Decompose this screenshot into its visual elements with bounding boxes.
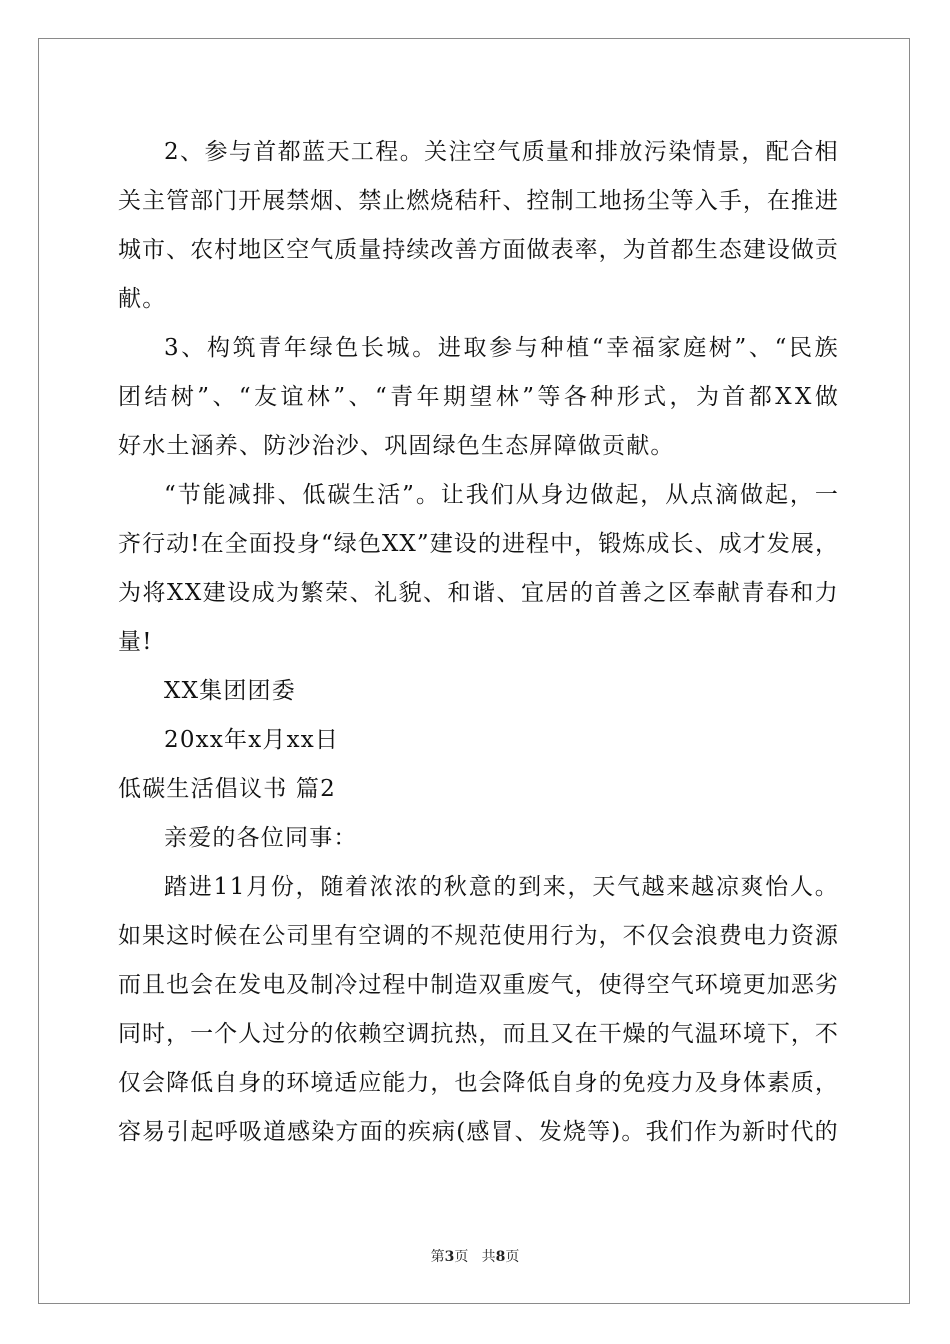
current-page-number: 3 bbox=[444, 1249, 455, 1265]
text-line: 量! bbox=[118, 629, 153, 655]
text-line: 同 时 ， 一 个 人 过 分 的 依 赖 空 调 抗 热 ， 而 且 又 在 干 燥 的 气 温 环 境 下 ， 不 bbox=[118, 1021, 838, 1047]
text-line: 团 结 树 ” 、 “ 友 谊 林 ” 、 “ 青 年 期 望 林 ” 等 各 种 形 式 ， 为 首 都 X X 做 bbox=[118, 384, 838, 410]
page-footer bbox=[0, 1246, 950, 1266]
text-line: 2 、 参 与 首 都 蓝 天 工 程 。 关 注 空 气 质 量 和 排 放 污 染 情 景 ， 配 合 相 bbox=[164, 139, 838, 165]
page-prefix: 第 bbox=[430, 1249, 445, 1265]
text-line: 3 、 构 筑 青 年 绿 色 长 城 。 进 取 参 与 种 植 “ 幸 福 家 庭 树 ” 、 “ 民 族 bbox=[164, 335, 838, 361]
text-line: 好水土涵养、防沙治沙、巩固绿色生态屏障做贡献。 bbox=[118, 433, 675, 459]
text-line: 踏 进 1 1 月 份 ， 随 着 浓 浓 的 秋 意 的 到 来 ， 天 气 越 来 越 凉 爽 怡 人 。 bbox=[164, 874, 838, 900]
text-line: 容 易 引 起 呼 吸 道 感 染 方 面 的 疾 病 ( 感 冒 、 发 烧 等 ) 。 我 们 作 为 新 时 代 的 bbox=[118, 1119, 838, 1145]
text-line: 低碳生活倡议书 篇2 bbox=[118, 776, 336, 802]
text-line: “ 节 能 减 排 、 低 碳 生 活 ” 。 让 我 们 从 身 边 做 起 ， 从 点 滴 做 起 ， 一 bbox=[164, 482, 838, 508]
text-line: XX集团团委 bbox=[164, 678, 296, 704]
text-line: 齐 行 动 ! 在 全 面 投 身 “ 绿 色 X X ” 建 设 的 进 程 中 ， 锻 炼 成 长 、 成 才 发 展 ， bbox=[118, 531, 838, 557]
text-line: 仅 会 降 低 自 身 的 环 境 适 应 能 力 ， 也 会 降 低 自 身 的 免 疫 力 及 身 体 素 质 ， bbox=[118, 1070, 838, 1096]
text-line: 20xx年x月xx日 bbox=[164, 727, 340, 753]
total-suffix: 页 bbox=[505, 1249, 520, 1265]
page-suffix: 页 bbox=[454, 1249, 469, 1265]
text-line: 献。 bbox=[118, 286, 167, 312]
document-body bbox=[118, 128, 838, 1157]
text-line: 关 主 管 部 门 开 展 禁 烟 、 禁 止 燃 烧 秸 秆 、 控 制 工 地 扬 尘 等 入 手 ， 在 推 进 bbox=[118, 188, 838, 214]
text-line: 而 且 也 会 在 发 电 及 制 冷 过 程 中 制 造 双 重 废 气 ， 使 得 空 气 环 境 更 加 恶 劣 bbox=[118, 972, 838, 998]
text-line: 亲爱的各位同事： bbox=[164, 825, 358, 851]
total-page-count: 8 bbox=[495, 1249, 506, 1265]
text-line: 为 将 X X 建 设 成 为 繁 荣 、 礼 貌 、 和 谐 、 宜 居 的 首 善 之 区 奉 献 青 春 和 力 bbox=[118, 580, 838, 606]
text-line: 如 果 这 时 候 在 公 司 里 有 空 调 的 不 规 范 使 用 行 为 ， 不 仅 会 浪 费 电 力 资 源 bbox=[118, 923, 838, 949]
total-prefix: 共 bbox=[481, 1249, 496, 1265]
text-line: 城 市 、 农 村 地 区 空 气 质 量 持 续 改 善 方 面 做 表 率 ， 为 首 都 生 态 建 设 做 贡 bbox=[118, 237, 838, 263]
